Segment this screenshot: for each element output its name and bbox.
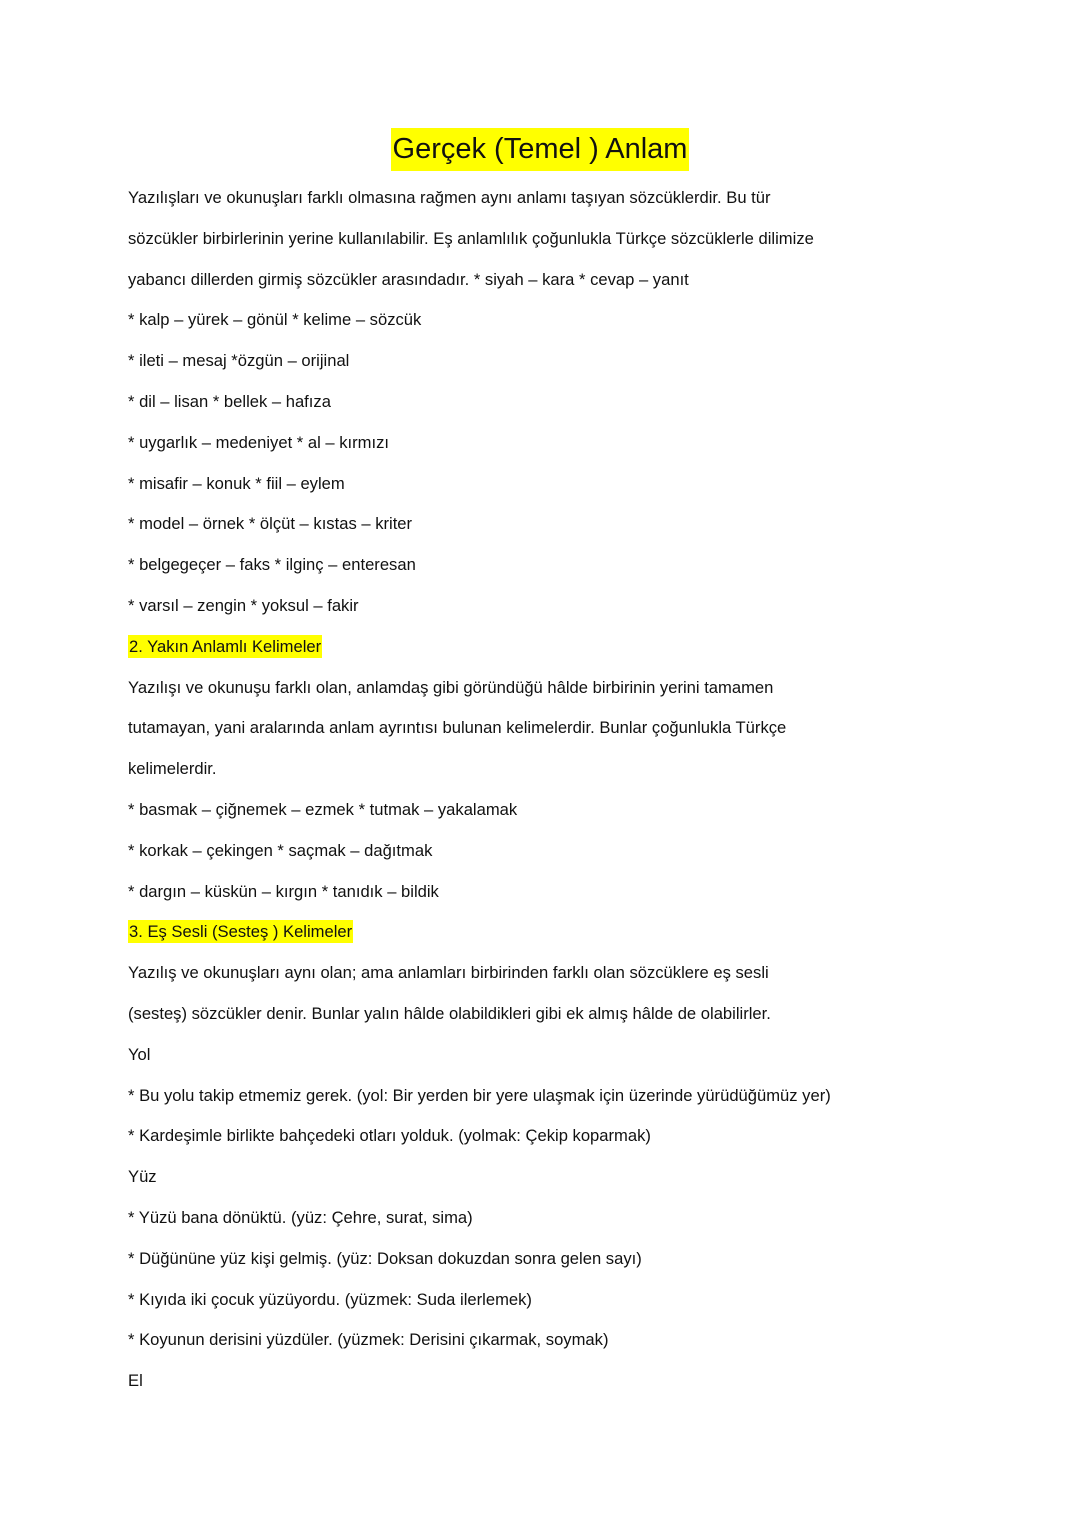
line-text: * model – örnek * ölçüt – kıstas – kriter: [128, 514, 413, 534]
text-line: [128, 586, 1028, 627]
line-text: * Düğününe yüz kişi gelmiş. (yüz: Doksan dokuzdan sonra gelen sayı): [128, 1248, 642, 1268]
text-line: [128, 1076, 1028, 1117]
line-text: Yazılış ve okunuşları aynı olan; ama anlamları birbirinden farklı olan sözcüklere eş sesli: [128, 963, 769, 983]
line-text: Yüz: [128, 1167, 157, 1187]
line-text: * ileti – mesaj *özgün – orijinal: [128, 351, 350, 371]
section-heading: [128, 627, 1028, 668]
section-heading-text: 2. Yakın Anlamlı Kelimeler: [129, 636, 322, 656]
text-line: [128, 341, 1028, 382]
text-line: [128, 382, 1028, 423]
line-text: Yazılışları ve okunuşları farklı olmasına rağmen aynı anlamı taşıyan sözcüklerdir. Bu tür: [128, 188, 771, 207]
line-text: * dargın – küskün – kırgın * tanıdık – bildik: [128, 881, 439, 901]
text-line: [128, 1280, 1028, 1321]
text-line: [128, 1361, 1028, 1402]
line-text: * kalp – yürek – gönül * kelime – sözcük: [128, 310, 422, 330]
document-body: [128, 178, 1028, 1402]
line-text: * Kardeşimle birlikte bahçedeki otları yolduk. (yolmak: Çekip koparmak): [128, 1126, 651, 1146]
text-line: [128, 668, 1028, 709]
text-line: [128, 749, 1028, 790]
line-text: kelimelerdir.: [128, 759, 217, 779]
line-text: sözcükler birbirlerinin yerine kullanılabilir. Eş anlamlılık çoğunlukla Türkçe sözcüklerle dilimize: [128, 228, 814, 248]
section-heading-text: 3. Eş Sesli (Sesteş ) Kelimeler: [129, 922, 353, 942]
text-line: [128, 464, 1028, 505]
line-text: * dil – lisan * bellek – hafıza: [128, 391, 331, 411]
line-text: Yazılışı ve okunuşu farklı olan, anlamdaş gibi göründüğü hâlde birbirinin yerini tamamen: [128, 677, 774, 697]
line-text: * Kıyıda iki çocuk yüzüyordu. (yüzmek: Suda ilerlemek): [128, 1289, 532, 1309]
line-text: * uygarlık – medeniyet * al – kırmızı: [128, 432, 389, 452]
text-line: [128, 790, 1028, 831]
line-text: * Yüzü bana dönüktü. (yüz: Çehre, surat, sima): [128, 1207, 473, 1227]
text-line: [128, 831, 1028, 872]
section-heading: [128, 912, 1028, 953]
line-text: yabancı dillerden girmiş sözcükler arasındadır. * siyah – kara * cevap – yanıt: [128, 269, 689, 289]
line-text: * Koyunun derisini yüzdüler. (yüzmek: Derisini çıkarmak, soymak): [128, 1330, 609, 1350]
text-line: [128, 219, 1028, 260]
page-title: Gerçek (Temel ) Anlam: [391, 128, 690, 171]
text-line: [128, 545, 1028, 586]
text-line: [128, 994, 1028, 1035]
text-line: [128, 178, 1028, 219]
text-line: [128, 423, 1028, 464]
line-text: El: [128, 1371, 143, 1391]
line-text: * basmak – çiğnemek – ezmek * tutmak – yakalamak: [128, 799, 518, 819]
text-line: [128, 708, 1028, 749]
text-line: [128, 1116, 1028, 1157]
line-text: * Bu yolu takip etmemiz gerek. (yol: Bir yerden bir yere ulaşmak için üzerinde yürüdüğümüz yer): [128, 1085, 831, 1105]
text-line: [128, 504, 1028, 545]
line-text: * varsıl – zengin * yoksul – fakir: [128, 595, 359, 615]
line-text: Yol: [128, 1044, 151, 1064]
text-line: [128, 1198, 1028, 1239]
line-text: * belgegeçer – faks * ilginç – enteresan: [128, 555, 416, 575]
text-line: [128, 300, 1028, 341]
text-line: [128, 953, 1028, 994]
title-container: [0, 128, 1080, 171]
text-line: [128, 1239, 1028, 1280]
text-line: [128, 872, 1028, 913]
line-text: tutamayan, yani aralarında anlam ayrıntısı bulunan kelimelerdir. Bunlar çoğunlukla Türkçe: [128, 718, 787, 738]
text-line: [128, 260, 1028, 301]
text-line: [128, 1320, 1028, 1361]
line-text: * korkak – çekingen * saçmak – dağıtmak: [128, 840, 433, 860]
line-text: (sesteş) sözcükler denir. Bunlar yalın hâlde olabildikleri gibi ek almış hâlde de olabilirler.: [128, 1003, 771, 1023]
text-line: [128, 1157, 1028, 1198]
line-text: * misafir – konuk * fiil – eylem: [128, 473, 345, 493]
text-line: [128, 1035, 1028, 1076]
